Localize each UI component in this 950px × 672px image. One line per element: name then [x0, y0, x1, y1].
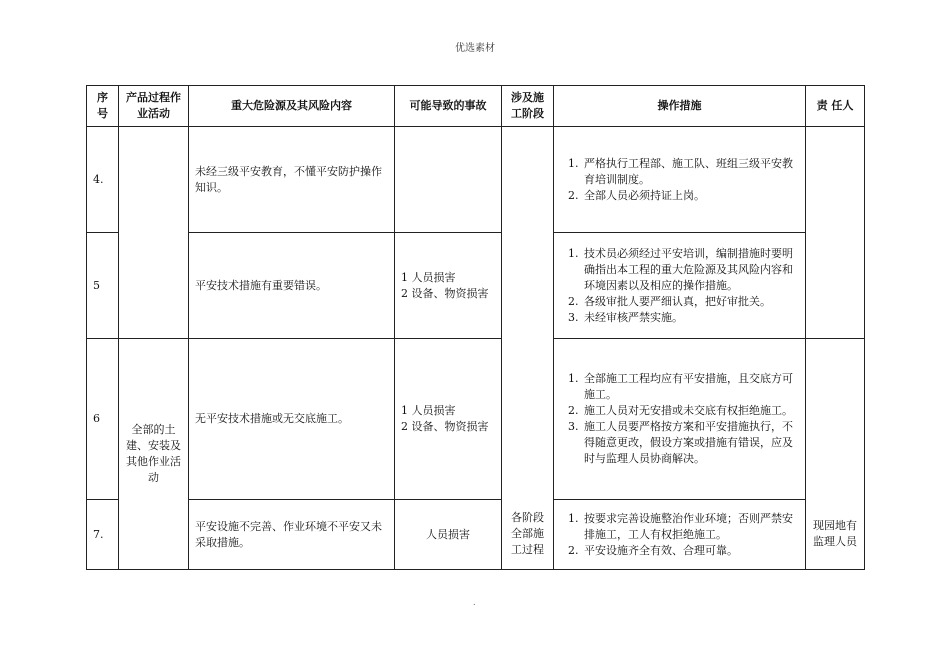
row-measures: [554, 127, 806, 233]
header-responsible: 责 任人: [806, 86, 865, 127]
measure-item: 1. 技术员必须经过平安培训，编制措施时要明确指出本工程的重大危险源及其风险内容和环境因素以及相应的操作措施。: [582, 246, 799, 294]
row-accident: 人员损害: [395, 500, 502, 570]
responsible-cell: [806, 233, 865, 339]
measure-item: 1. 全部施工工程均应有平安措施，且交底方可施工。: [582, 371, 799, 403]
measure-item: 1. 按要求完善设施整治作业环境；否则严禁安排施工，工人有权拒绝施工。: [582, 511, 799, 543]
measure-item: 1. 严格执行工程部、施工队、班组三级平安教育培训制度。: [582, 156, 799, 188]
header-hazard: 重大危险源及其风险内容: [189, 86, 395, 127]
activity-cell-top: [119, 127, 189, 233]
row-accident: 1 人员损害 2 设备、物资损害: [395, 233, 502, 339]
header-measures: 操作措施: [554, 86, 806, 127]
risk-table: [86, 85, 865, 570]
stage-cell: [502, 127, 554, 233]
table-row: [87, 233, 865, 339]
measure-item: 2. 平安设施齐全有效、合理可靠。: [582, 543, 799, 559]
responsible-cell: [806, 127, 865, 233]
header-row: [87, 86, 865, 127]
header-accident: 可能导致的事故: [395, 86, 502, 127]
row-hazard: 平安技术措施有重要错误。: [189, 233, 395, 339]
stage-cell: [502, 339, 554, 500]
stage-cell: [502, 233, 554, 339]
table-row: [87, 339, 865, 500]
row-accident: 1 人员损害 2 设备、物资损害: [395, 339, 502, 500]
table-row: [87, 500, 865, 570]
measure-item: 3. 未经审核严禁实施。: [582, 310, 799, 326]
measure-item: 2. 全部人员必须持证上岗。: [582, 188, 799, 204]
measure-item: 2. 施工人员对无安措或未交底有权拒绝施工。: [582, 403, 799, 419]
row-accident: [395, 127, 502, 233]
row-seq: 7.: [87, 500, 119, 570]
row-hazard: 未经三级平安教育，不懂平安防护操作知识。: [189, 127, 395, 233]
row-measures: [554, 233, 806, 339]
responsible-cell: [806, 339, 865, 500]
row-seq: 5: [87, 233, 119, 339]
row-seq: 6: [87, 339, 119, 500]
responsible-merged: 现园地有监理人员: [806, 500, 865, 570]
measure-item: 2. 各级审批人要严细认真，把好审批关。: [582, 294, 799, 310]
activity-merged: 全部的土建、安装及其他作业活动: [119, 339, 189, 570]
activity-cell-top: [119, 233, 189, 339]
header-note: 优选素材: [455, 43, 495, 54]
header-activity: 产品过程作业活动: [119, 86, 189, 127]
row-measures: [554, 500, 806, 570]
row-seq: 4.: [87, 127, 119, 233]
footer-mark: .: [473, 598, 476, 607]
header-seq: 序号: [87, 86, 119, 127]
table-row: [87, 127, 865, 233]
stage-merged: 各阶段全部施工过程: [502, 500, 554, 570]
row-measures: [554, 339, 806, 500]
measure-item: 3. 施工人员要严格按方案和平安措施执行，不得随意更改，假设方案或措施有错误，应及时与监理人员协商解决。: [582, 419, 799, 467]
row-hazard: 无平安技术措施或无交底施工。: [189, 339, 395, 500]
row-hazard: 平安设施不完善、作业环境不平安又未采取措施。: [189, 500, 395, 570]
header-stage: 涉及施工阶段: [502, 86, 554, 127]
